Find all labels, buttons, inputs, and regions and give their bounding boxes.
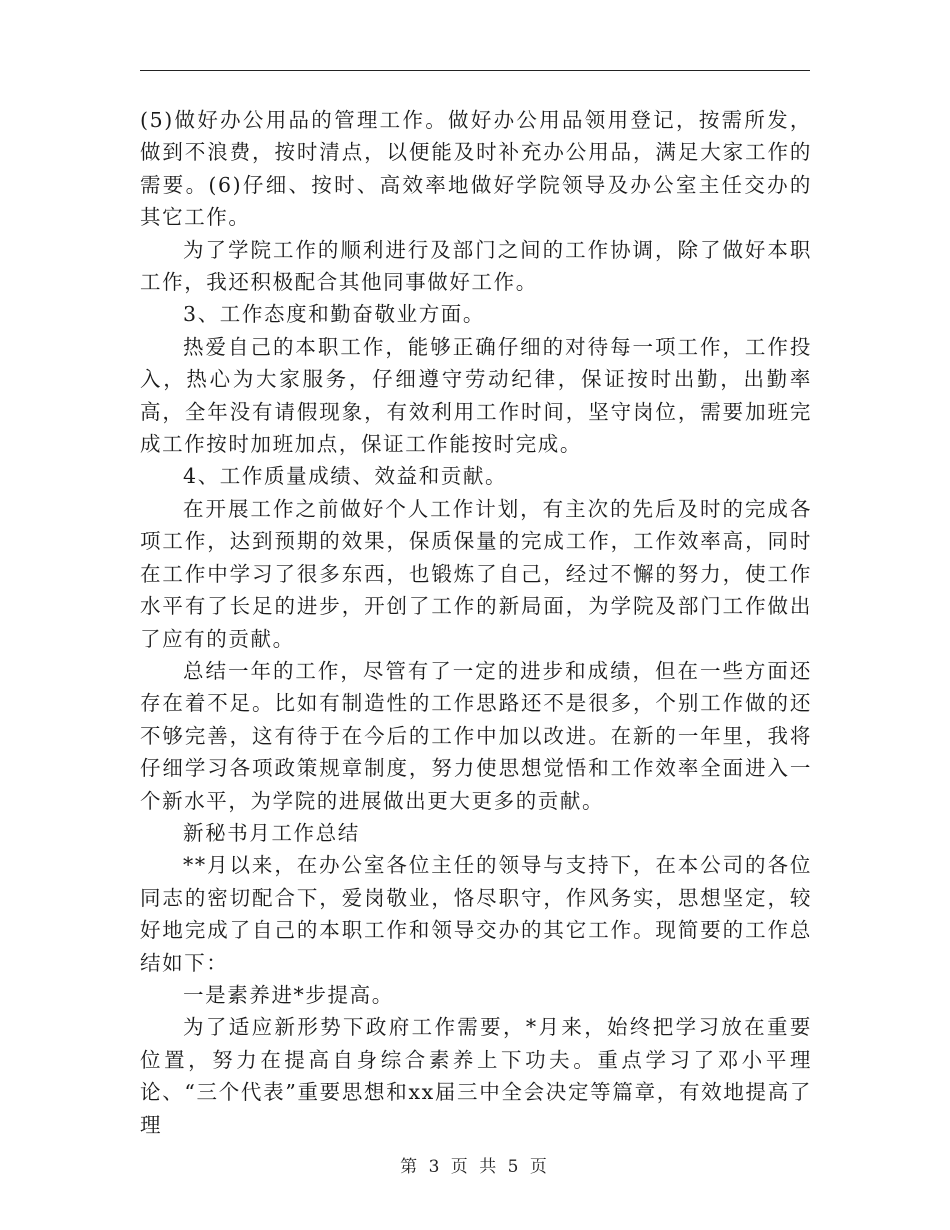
paragraph-intro: **月以来，在办公室各位主任的领导与支持下，在本公司的各位同志的密切配合下，爱岗敬业，恪尽职守，作风务实，思想坚定，较好地完成了自己的本职工作和领导交办的其它工作。现简要的工作总结如下： [140,853,812,975]
paragraph-office-supplies: (5)做好办公用品的管理工作。做好办公用品领用登记，按需所发，做到不浪费，按时清点，以便能及时补充办公用品，满足大家工作的需要。(6)仔细、按时、高效率地做好学院领导及办公室主任交办的其它工作。 [140,108,812,230]
paragraph-attitude: 热爱自己的本职工作，能够正确仔细的对待每一项工作，工作投入，热心为大家服务，仔细遵守劳动纪律，保证按时出勤，出勤率高，全年没有请假现象，有效利用工作时间，坚守岗位，需要加班完成工作按时加班加点，保证工作能按时完成。 [140,334,812,457]
section-title-new-secretary: 新秘书月工作总结 [183,820,360,845]
paragraph-summary: 总结一年的工作，尽管有了一定的进步和成绩，但在一些方面还存在着不足。比如有制造性的工作思路还不是很多，个别工作做的还不够完善，这有待于在今后的工作中加以改进。在新的一年里，我将仔细学习各项政策规章制度，努力使思想觉悟和工作效率全面进入一个新水平，为学院的进展做出更大更多的贡献。 [140,658,812,813]
paragraph-study: 为了适应新形势下政府工作需要，*月来，始终把学习放在重要位置，努力在提高自身综合素养上下功夫。重点学习了邓小平理论、“三个代表”重要思想和xx届三中全会决定等篇章，有效地提高了理 [140,1015,812,1137]
paragraph-coordination: 为了学院工作的顺利进行及部门之间的工作协调，除了做好本职工作，我还积极配合其他同事做好工作。 [140,237,812,295]
paragraph-quality: 在开展工作之前做好个人工作计划，有主次的先后及时的完成各项工作，达到预期的效果，保质保量的完成工作，工作效率高，同时在工作中学习了很多东西，也锻炼了自己，经过不懈的努力，使工作水平有了长足的进步，开创了工作的新局面，为学院及部门工作做出了应有的贡献。 [140,496,812,651]
header-rule [140,70,810,71]
section-heading-quality: 4、工作质量成绩、效益和贡献。 [183,464,508,489]
section-heading-quality-improvement: 一是素养进*步提高。 [183,982,394,1007]
page-number-footer: 第 3 页 共 5 页 [400,1157,550,1177]
document-body [140,104,812,1141]
section-heading-attitude: 3、工作态度和勤奋敬业方面。 [183,302,485,327]
